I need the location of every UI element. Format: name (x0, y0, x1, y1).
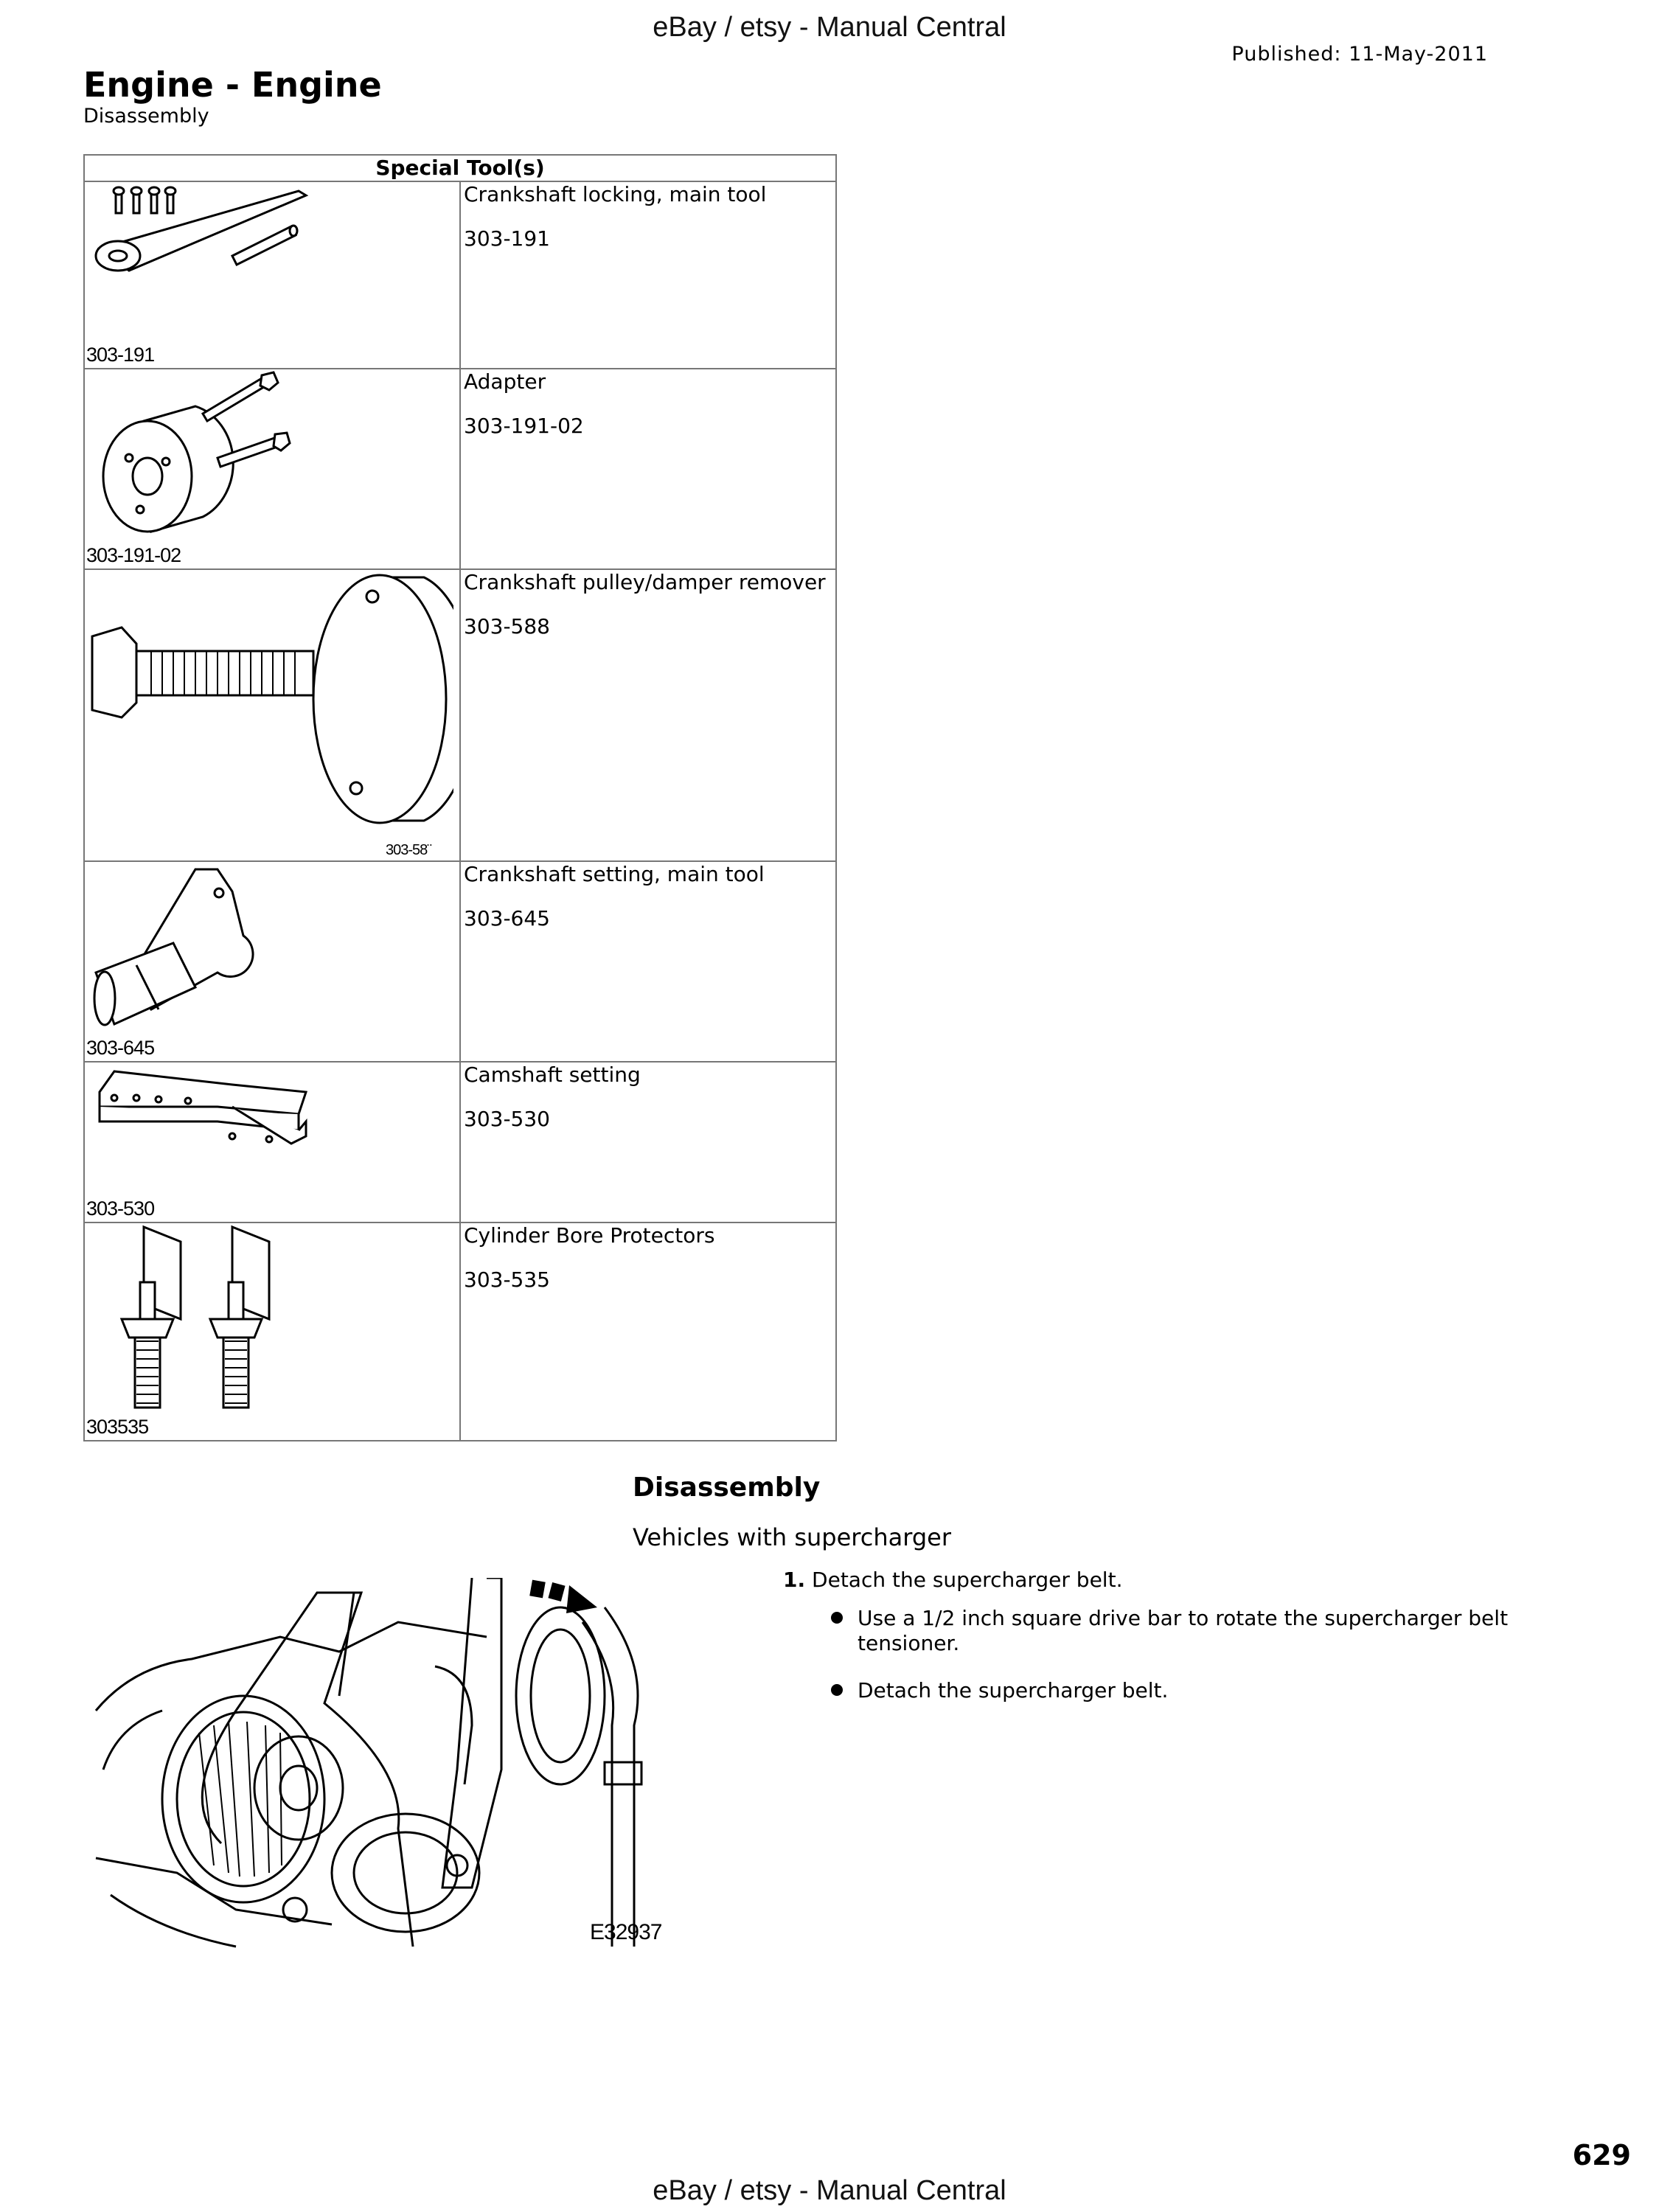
tool-image-cell (84, 181, 460, 369)
crankshaft-locking-tool-icon (85, 182, 453, 366)
tool-name: Crankshaft pulley/damper remover (464, 570, 826, 594)
adapter-tool-icon (85, 369, 453, 546)
step-text: Detach the supercharger belt. (812, 1568, 1123, 1592)
bore-protector-tool-icon (85, 1223, 453, 1437)
published-date: Published: 11-May-2011 (1231, 43, 1488, 66)
tool-image-cell (84, 569, 460, 861)
tool-code: 303-535 (464, 1267, 550, 1292)
tool-image-cell (84, 1222, 460, 1441)
supercharger-belt-illustration (88, 1578, 678, 1961)
crankshaft-setting-tool-icon (85, 862, 453, 1039)
page-subtitle: Disassembly (83, 105, 209, 128)
tool-text-cell (460, 181, 836, 369)
step-1 (783, 1568, 1122, 1592)
step-number: 1. (783, 1568, 806, 1592)
bullet-item (858, 1678, 1565, 1703)
tool-code: 303-191-02 (464, 414, 584, 438)
tools-table-header: Special Tool(s) (84, 155, 836, 181)
tool-name: Camshaft setting (464, 1062, 641, 1087)
tool-image-cell (84, 369, 460, 569)
tool-name: Crankshaft locking, main tool (464, 182, 767, 206)
section-heading: Disassembly (633, 1472, 821, 1503)
tool-text-cell (460, 369, 836, 569)
page-title: Engine - Engine (83, 65, 382, 105)
special-tools-table (83, 154, 837, 1441)
bullet-dot-icon (831, 1684, 843, 1696)
tool-text-cell (460, 1222, 836, 1441)
bullet-text: Use a 1/2 inch square drive bar to rotate the supercharger belt tensioner. (858, 1606, 1509, 1655)
watermark-top: eBay / etsy - Manual Central (653, 12, 1006, 43)
table-row (84, 181, 836, 369)
tool-text-cell (460, 861, 836, 1062)
tool-code: 303-530 (464, 1107, 550, 1131)
tool-code: 303-588 (464, 614, 550, 639)
table-row (84, 861, 836, 1062)
tool-name: Cylinder Bore Protectors (464, 1223, 715, 1248)
tool-name: Crankshaft setting, main tool (464, 862, 765, 886)
tool-text-cell (460, 1062, 836, 1222)
table-row (84, 1062, 836, 1222)
pulley-remover-tool-icon (85, 570, 453, 858)
tool-image-cell (84, 1062, 460, 1222)
bullet-dot-icon (831, 1612, 843, 1624)
tool-code: 303-645 (464, 906, 550, 931)
page-number: 629 (1572, 2139, 1631, 2171)
table-row (84, 1222, 836, 1441)
tool-image-cell (84, 861, 460, 1062)
section-subheading: Vehicles with supercharger (633, 1523, 951, 1551)
watermark-bottom: eBay / etsy - Manual Central (653, 2175, 1006, 2206)
tool-caption: 303-191 (86, 344, 155, 366)
table-row (84, 369, 836, 569)
tool-text-cell (460, 569, 836, 861)
camshaft-setting-tool-icon (85, 1062, 453, 1210)
tool-code: 303-191 (464, 226, 550, 251)
tool-caption: 303-645 (86, 1037, 155, 1059)
figure-caption: E32937 (590, 1920, 662, 1944)
tool-caption: 303-191-02 (86, 544, 181, 566)
tool-caption: 303-58¨ (386, 842, 431, 858)
bullet-item (858, 1606, 1565, 1656)
tool-caption: 303535 (86, 1416, 149, 1438)
table-row (84, 569, 836, 861)
tool-name: Adapter (464, 369, 546, 394)
tool-caption: 303-530 (86, 1197, 155, 1220)
bullet-text: Detach the supercharger belt. (858, 1678, 1169, 1703)
